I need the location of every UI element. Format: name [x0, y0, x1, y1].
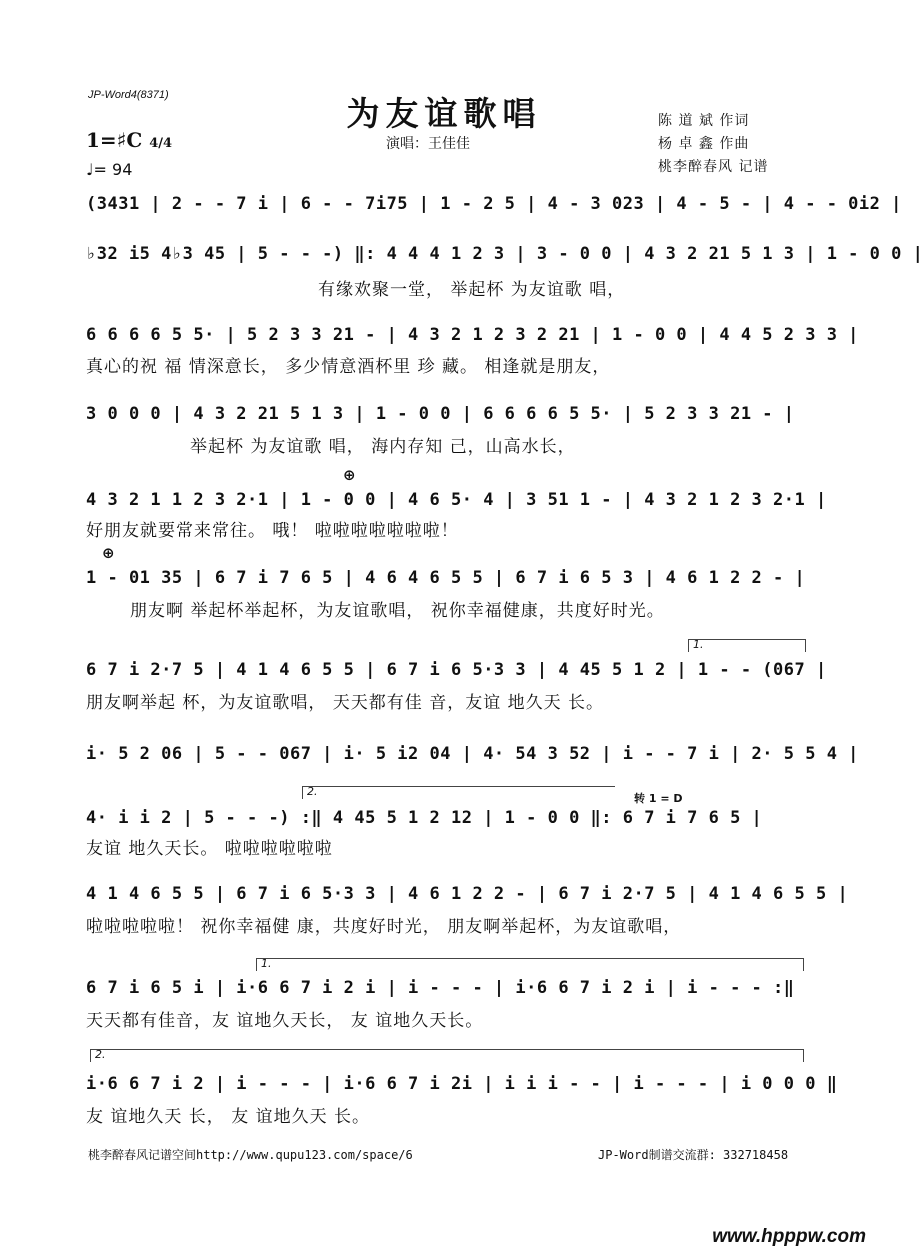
composer-credit: 杨 卓 鑫 作曲	[658, 136, 750, 152]
notation-system-7: 6 7 i 2·7 5 | 4 1 4 6 5 5 | 6 7 i 6 5·3 3 | 4 45 5 1 2 | 1 - - (067 |	[86, 660, 827, 680]
volta-bracket-4	[90, 1049, 804, 1062]
key-signature	[86, 128, 172, 152]
lyrics-line-11: 天天都有佳音，友 谊地久天长， 友 谊地久天长。	[86, 1011, 484, 1031]
volta-number: 1.	[693, 638, 704, 651]
volta-bracket-2	[302, 786, 615, 799]
time-signature: 4/4	[149, 136, 173, 151]
watermark: www.hpppw.com	[712, 1226, 866, 1247]
footer-source: 桃李醉春风记谱空间http://www.qupu123.com/space/6	[88, 1148, 413, 1162]
volta-number-4: 2.	[95, 1048, 106, 1061]
notation-system-5: 4 3 2 1 1 2 3 2·1 | 1 - 0 0 | 4 6 5· 4 | 3 51 1 - | 4 3 2 1 2 3 2·1 |	[86, 490, 827, 510]
coda-sign: ⊕	[343, 466, 356, 484]
footer-group: JP-Word制谱交流群: 332718458	[598, 1148, 789, 1162]
key-label: 1=♯C	[86, 128, 143, 152]
notation-system-8: i· 5 2 06 | 5 - - 067 | i· 5 i2 04 | 4· 54 3 52 | i - - 7 i | 2· 5 5 4 |	[86, 744, 859, 764]
notation-system-2: ♭32 i5 4♭3 45 | 5 - - -) ‖: 4 4 4 1 2 3 | 3 - 0 0 | 4 3 2 21 5 1 3 | 1 - 0 0 |	[86, 244, 923, 264]
lyrics-line-9: 友谊 地久天长。 啦啦啦啦啦啦	[86, 839, 333, 859]
tempo-marking: ♩= 94	[86, 160, 133, 179]
volta-bracket-3	[256, 958, 804, 971]
notation-system-1: (3431 | 2 - - 7 i | 6 - - 7i75 | 1 - 2 5 | 4 - 3 023 | 4 - 5 - | 4 - - 0i2 |	[86, 194, 902, 214]
notation-system-12: i·6 6 7 i 2 | i - - - | i·6 6 7 i 2i | i i i - - | i - - - | i 0 0 0 ‖	[86, 1074, 838, 1094]
lyrics-line-7: 朋友啊举起 杯，为友谊歌唱， 天天都有佳 音，友谊 地久天 长。	[86, 693, 605, 713]
lyrics-line-12: 友 谊地久天 长， 友 谊地久天 长。	[86, 1107, 371, 1127]
lyrics-line-5: 好朋友就要常来常往。 哦！ 啦啦啦啦啦啦啦！	[86, 521, 459, 541]
lyrics-line-6: 朋友啊 举起杯举起杯，为友谊歌唱， 祝你幸福健康，共度好时光。	[130, 601, 665, 621]
lyrics-line-2: 有缘欢聚一堂， 举起杯 为友谊歌 唱，	[318, 280, 626, 300]
lyrics-line-10: 啦啦啦啦啦！ 祝你幸福健 康，共度好时光， 朋友啊举起杯，为友谊歌唱，	[86, 917, 682, 937]
lyrics-line-4: 举起杯 为友谊歌 唱， 海内存知 己，山高水长，	[190, 437, 576, 457]
lyrics-line-3: 真心的祝 福 情深意长， 多少情意酒杯里 珍 藏。 相逢就是朋友，	[86, 357, 611, 377]
program-label: JP-Word4(8371)	[88, 89, 169, 101]
volta-bracket-1	[688, 639, 806, 652]
transcriber-credit: 桃李醉春风 记谱	[658, 159, 769, 175]
volta-number-3: 1.	[261, 957, 272, 970]
lyricist-credit: 陈 道 斌 作词	[658, 113, 750, 129]
notation-system-10: 4 1 4 6 5 5 | 6 7 i 6 5·3 3 | 4 6 1 2 2 - | 6 7 i 2·7 5 | 4 1 4 6 5 5 |	[86, 884, 849, 904]
singer-credit: 演唱：王佳佳	[386, 136, 470, 152]
song-title: 为友谊歌唱	[346, 94, 542, 133]
modulation-mark: 转 1 = D	[634, 792, 683, 805]
notation-system-4: 3 0 0 0 | 4 3 2 21 5 1 3 | 1 - 0 0 | 6 6 6 6 5 5· | 5 2 3 3 21 - |	[86, 404, 795, 424]
volta-number-2: 2.	[307, 785, 318, 798]
notation-system-3: 6 6 6 6 5 5· | 5 2 3 3 21 - | 4 3 2 1 2 3 2 21 | 1 - 0 0 | 4 4 5 2 3 3 |	[86, 325, 859, 345]
notation-system-6: 1 - 01 35 | 6 7 i 7 6 5 | 4 6 4 6 5 5 | 6 7 i 6 5 3 | 4 6 1 2 2 - |	[86, 568, 806, 588]
coda-sign-2: ⊕	[102, 544, 115, 562]
notation-system-9: 4· i i 2 | 5 - - -) :‖ 4 45 5 1 2 12 | 1 - 0 0 ‖: 6 7 i 7 6 5 |	[86, 808, 763, 828]
notation-system-11: 6 7 i 6 5 i | i·6 6 7 i 2 i | i - - - | i·6 6 7 i 2 i | i - - - :‖	[86, 978, 795, 998]
